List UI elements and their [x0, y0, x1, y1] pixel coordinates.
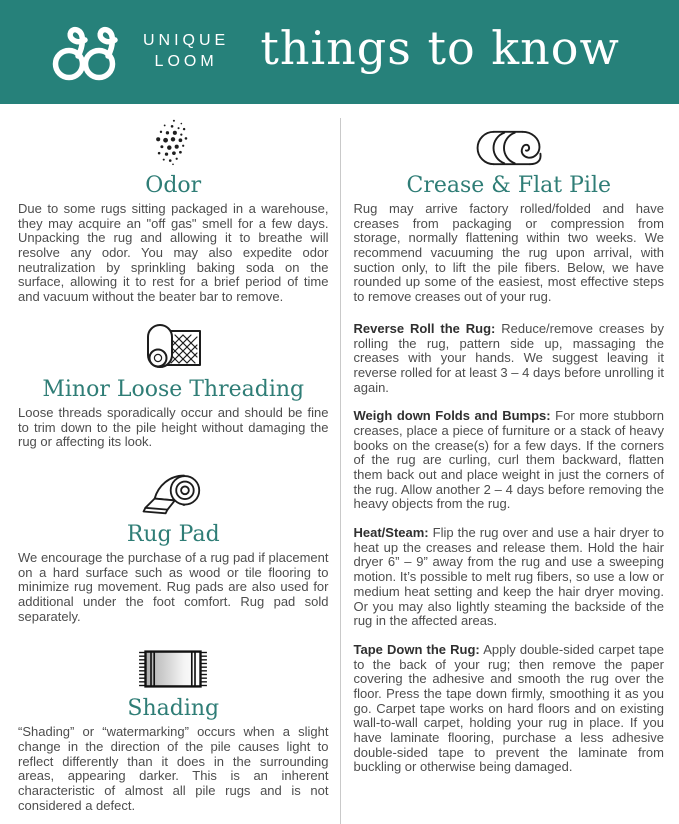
section-title-shading: Shading [127, 696, 220, 722]
section-minor-loose-threading [18, 322, 329, 450]
tip-label-heat-steam: Heat/Steam: [353, 525, 429, 541]
tip-tape-down [354, 643, 665, 775]
brand-name-line1: UNIQUE [143, 32, 230, 50]
tip-reverse-roll [354, 322, 665, 395]
tip-label-reverse-roll: Reverse Roll the Rug: [353, 320, 496, 336]
tip-body-heat-steam: Flip the rug over and use a hair dryer to heat up the creases and release them. Hold the hair dryer 6” – 9” away from the rug and use a sweeping motion. It’s possible to melt rug fibers, so use a low or medium heat setting and keep the hair dryer moving. Or you may also lightly steaming the backside of the rug in the affected areas. [353, 525, 664, 629]
tip-heat-steam [354, 526, 665, 629]
rug-pad-roll-icon [137, 471, 209, 517]
section-crease-flat-pile [354, 118, 665, 305]
content-columns [0, 104, 679, 824]
shaded-rug-fringe-icon [135, 647, 211, 691]
odor-specks-icon [152, 118, 194, 168]
page-title: things to know [260, 21, 620, 75]
tip-label-weigh-down: Weigh down Folds and Bumps: [353, 408, 551, 424]
tip-body-reverse-roll: Reduce/remove creases by rolling the rug, pattern side up, massaging the creases with your hands. We suggest leaving it reverse rolled for at least 3 – 4 days before unrolling it again. [353, 320, 664, 395]
section-title-threading: Minor Loose Threading [42, 376, 305, 402]
section-title-odor: Odor [145, 173, 202, 198]
tip-body-tape-down: Apply double-sided carpet tape to the back of your rug; then remove the paper covering the adhesive and smooth the rug over the floor. Press the tape down firmly, smoothing it as you go. Carpet tape works on hard floors and on existing wall-to-wall carpet, holding your rug in place. If you have laminate flooring, purchase a less adhesive double-sided tape to prevent the laminate from buckling or otherwise being damaged. [353, 641, 664, 775]
section-shading [18, 641, 329, 813]
unrolling-rug-weave-icon [140, 322, 206, 372]
section-body-shading: “Shading” or “watermarking” occurs when a slight change in the direction of the pile causes light to reflect differently than it does in the surrounding areas, appearing darker. This is an inherent characteristic of almost all pile rugs and is not considered a defect. [18, 724, 329, 813]
tip-weigh-down [354, 409, 665, 512]
section-body-threading: Loose threads sporadically occur and should be fine to trim down to the pile height without damaging the rug or affecting its look. [18, 404, 329, 450]
left-column [18, 118, 340, 824]
tip-label-tape-down: Tape Down the Rug: [353, 641, 480, 657]
section-odor [18, 118, 329, 305]
section-body-odor: Due to some rugs sitting packaged in a warehouse, they may acquire an "off gas" smell for a few days. Unpacking the rug and allowing it to breathe will resolve any odor. You may also expedite odor neutralization by sprinkling baking soda on the surface, allowing it to rest for a brief period of time and vacuum without the beater bar to remove. [18, 201, 329, 305]
section-body-rug-pad: We encourage the purchase of a rug pad if placement on a hard surface such as wood or tile flooring to minimize rug movement. Rug pads are also used for additional under the foot comfort. Rug pad sold separately. [18, 549, 329, 624]
unique-loom-double-loop-icon [50, 23, 128, 81]
section-rug-pad [18, 467, 329, 624]
tip-body-weigh-down: For more stubborn creases, place a piece of furniture or a stack of heavy books on the crease(s) for a few days. If the corners of the rug are curling, curl them backward, flatten them back out and place weight in just the corners of the rug. Allow another 2 – 4 days before removing the heavy objects from the rug. [353, 408, 664, 512]
header-banner [0, 0, 679, 104]
unique-loom-logo [50, 23, 229, 81]
section-title-crease: Crease & Flat Pile [406, 173, 611, 198]
right-column [341, 118, 665, 824]
section-title-rug-pad: Rug Pad [126, 521, 220, 547]
brand-name-line2: LOOM [154, 53, 218, 70]
brand-name [143, 31, 229, 73]
section-body-crease: Rug may arrive factory rolled/folded and have creases from packaging or compression from storage, normally flattening within two weeks. We recommend vacuuming the rug upon arrival, with suction only, to lift the pile fibers. Below, we have rounded up some of the easiest, most effective steps to remove creases out of your rug. [353, 201, 664, 305]
rolled-rug-spiral-icon [465, 128, 553, 168]
